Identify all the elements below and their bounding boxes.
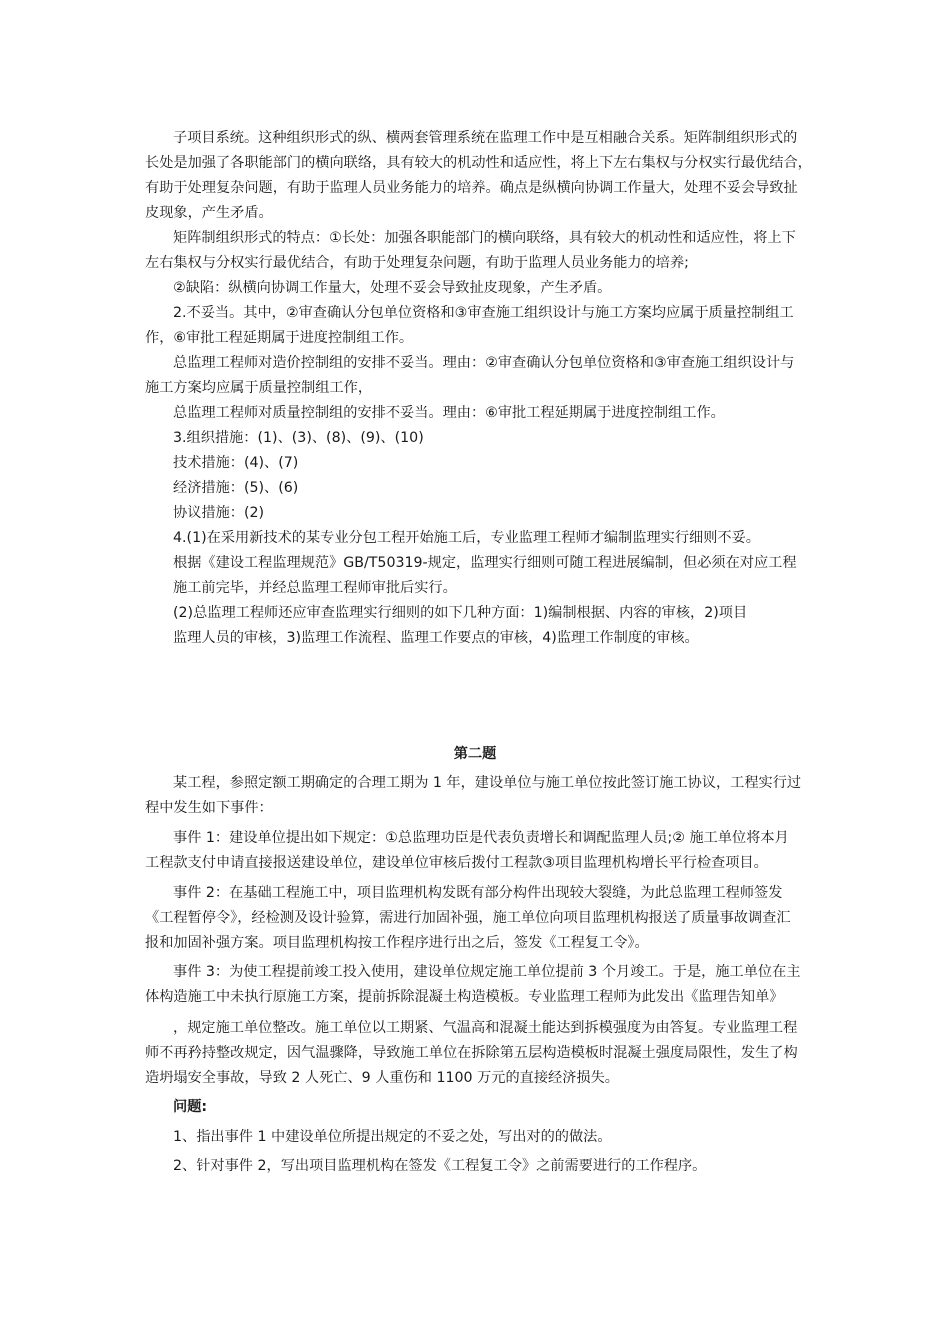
question-item: 1、指出事件 1 中建设单位所提出规定的不妥之处，写出对的的做法。: [173, 1129, 612, 1145]
text-line: 有助于处理复杂问题，有助于监理人员业务能力的培养。确点是纵横向协调工作量大，处理不妥会导致扯: [145, 180, 798, 196]
text-line: 事件 1：建设单位提出如下规定：①总监理功臣是代表负责增长和调配监理人员;② 施工单位将本月: [173, 830, 789, 846]
text-line: 作，⑥审批工程延期属于进度控制组工作。: [145, 330, 414, 346]
text-line: 某工程，参照定额工期确定的合理工期为 1 年，建设单位与施工单位按此签订施工协议，工程实行过: [173, 775, 802, 791]
text-line: 施工前完毕，并经总监理工程师审批后实行。: [173, 580, 457, 596]
text-line: 事件 2：在基础工程施工中，项目监理机构发既有部分构件出现较大裂缝，为此总监理工程师签发: [173, 885, 783, 901]
text-line: 技术措施：(4)、(7): [173, 455, 299, 471]
text-line: 2.不妥当。其中，②审查确认分包单位资格和③审查施工组织设计与施工方案均应属于质量控制组工: [173, 305, 794, 321]
text-line: 《工程暂停令》，经检测及设计验算，需进行加固补强，施工单位向项目监理机构报送了质量事故调查汇: [145, 910, 791, 926]
text-line: 监理人员的审核，3)监理工作流程、监理工作要点的审核，4)监理工作制度的审核。: [173, 630, 699, 646]
text-line: 施工方案均应属于质量控制组工作，: [145, 380, 373, 396]
section-title: 第二题: [453, 746, 497, 762]
text-line: 协议措施：(2): [173, 505, 265, 521]
text-line: 师不再矜持整改规定，因气温骤降，导致施工单位在拆除第五层构造模板时混凝土强度局限性，发生了构: [145, 1045, 798, 1061]
text-line: 皮现象，产生矛盾。: [145, 205, 273, 221]
text-line: 事件 3：为使工程提前竣工投入使用，建设单位规定施工单位提前 3 个月竣工。于是，施工单位在主: [173, 964, 801, 980]
text-line: (2)总监理工程师还应审查监理实行细则的如下几种方面：1)编制根据、内容的审核，2)项目: [173, 605, 748, 621]
text-line: 子项目系统。这种组织形式的纵、横两套管理系统在监理工作中是互相融合关系。矩阵制组织形式的: [173, 130, 798, 146]
text-line: 长处是加强了各职能部门的横向联络，具有较大的机动性和适应性，将上下左右集权与分权实行最优结合，: [145, 155, 812, 171]
text-line: 程中发生如下事件：: [145, 800, 273, 816]
question-heading: 问题:: [173, 1099, 208, 1115]
text-line: 总监理工程师对造价控制组的安排不妥当。理由：②审查确认分包单位资格和③审查施工组织设计与: [173, 355, 795, 371]
text-line: 体构造施工中未执行原施工方案，提前拆除混凝土构造模板。专业监理工程师为此发出《监理告知单》: [145, 989, 784, 1005]
text-line: ，规定施工单位整改。施工单位以工期紧、气温高和混凝土能达到拆模强度为由答复。专业监理工程: [173, 1020, 798, 1036]
text-line: 工程款支付申请直接报送建设单位，建设单位审核后拨付工程款③项目监理机构增长平行检查项目。: [145, 855, 768, 871]
text-line: 4.(1)在采用新技术的某专业分包工程开始施工后，专业监理工程师才编制监理实行细则不妥。: [173, 530, 760, 546]
text-line: 根据《建设工程监理规范》GB/T50319-规定，监理实行细则可随工程进展编制，但必须在对应工程: [173, 555, 797, 571]
text-line: 左右集权与分权实行最优结合，有助于处理复杂问题，有助于监理人员业务能力的培养;: [145, 255, 689, 271]
text-line: 矩阵制组织形式的特点：①长处：加强各职能部门的横向联络，具有较大的机动性和适应性，将上下: [173, 230, 796, 246]
text-line: 报和加固补强方案。项目监理机构按工作程序进行出之后，签发《工程复工令》。: [145, 935, 649, 951]
text-line: ②缺陷：纵横向协调工作量大，处理不妥会导致扯皮现象，产生矛盾。: [173, 280, 612, 296]
question-item: 2、针对事件 2，写出项目监理机构在签发《工程复工令》之前需要进行的工作程序。: [173, 1158, 707, 1174]
text-line: 造坍塌安全事故，导致 2 人死亡、9 人重伤和 1100 万元的直接经济损失。: [145, 1070, 619, 1086]
text-line: 总监理工程师对质量控制组的安排不妥当。理由：⑥审批工程延期属于进度控制组工作。: [173, 405, 725, 421]
text-line: 3.组织措施：(1)、(3)、(8)、(9)、(10): [173, 430, 424, 446]
text-line: 经济措施：(5)、(6): [173, 480, 299, 496]
